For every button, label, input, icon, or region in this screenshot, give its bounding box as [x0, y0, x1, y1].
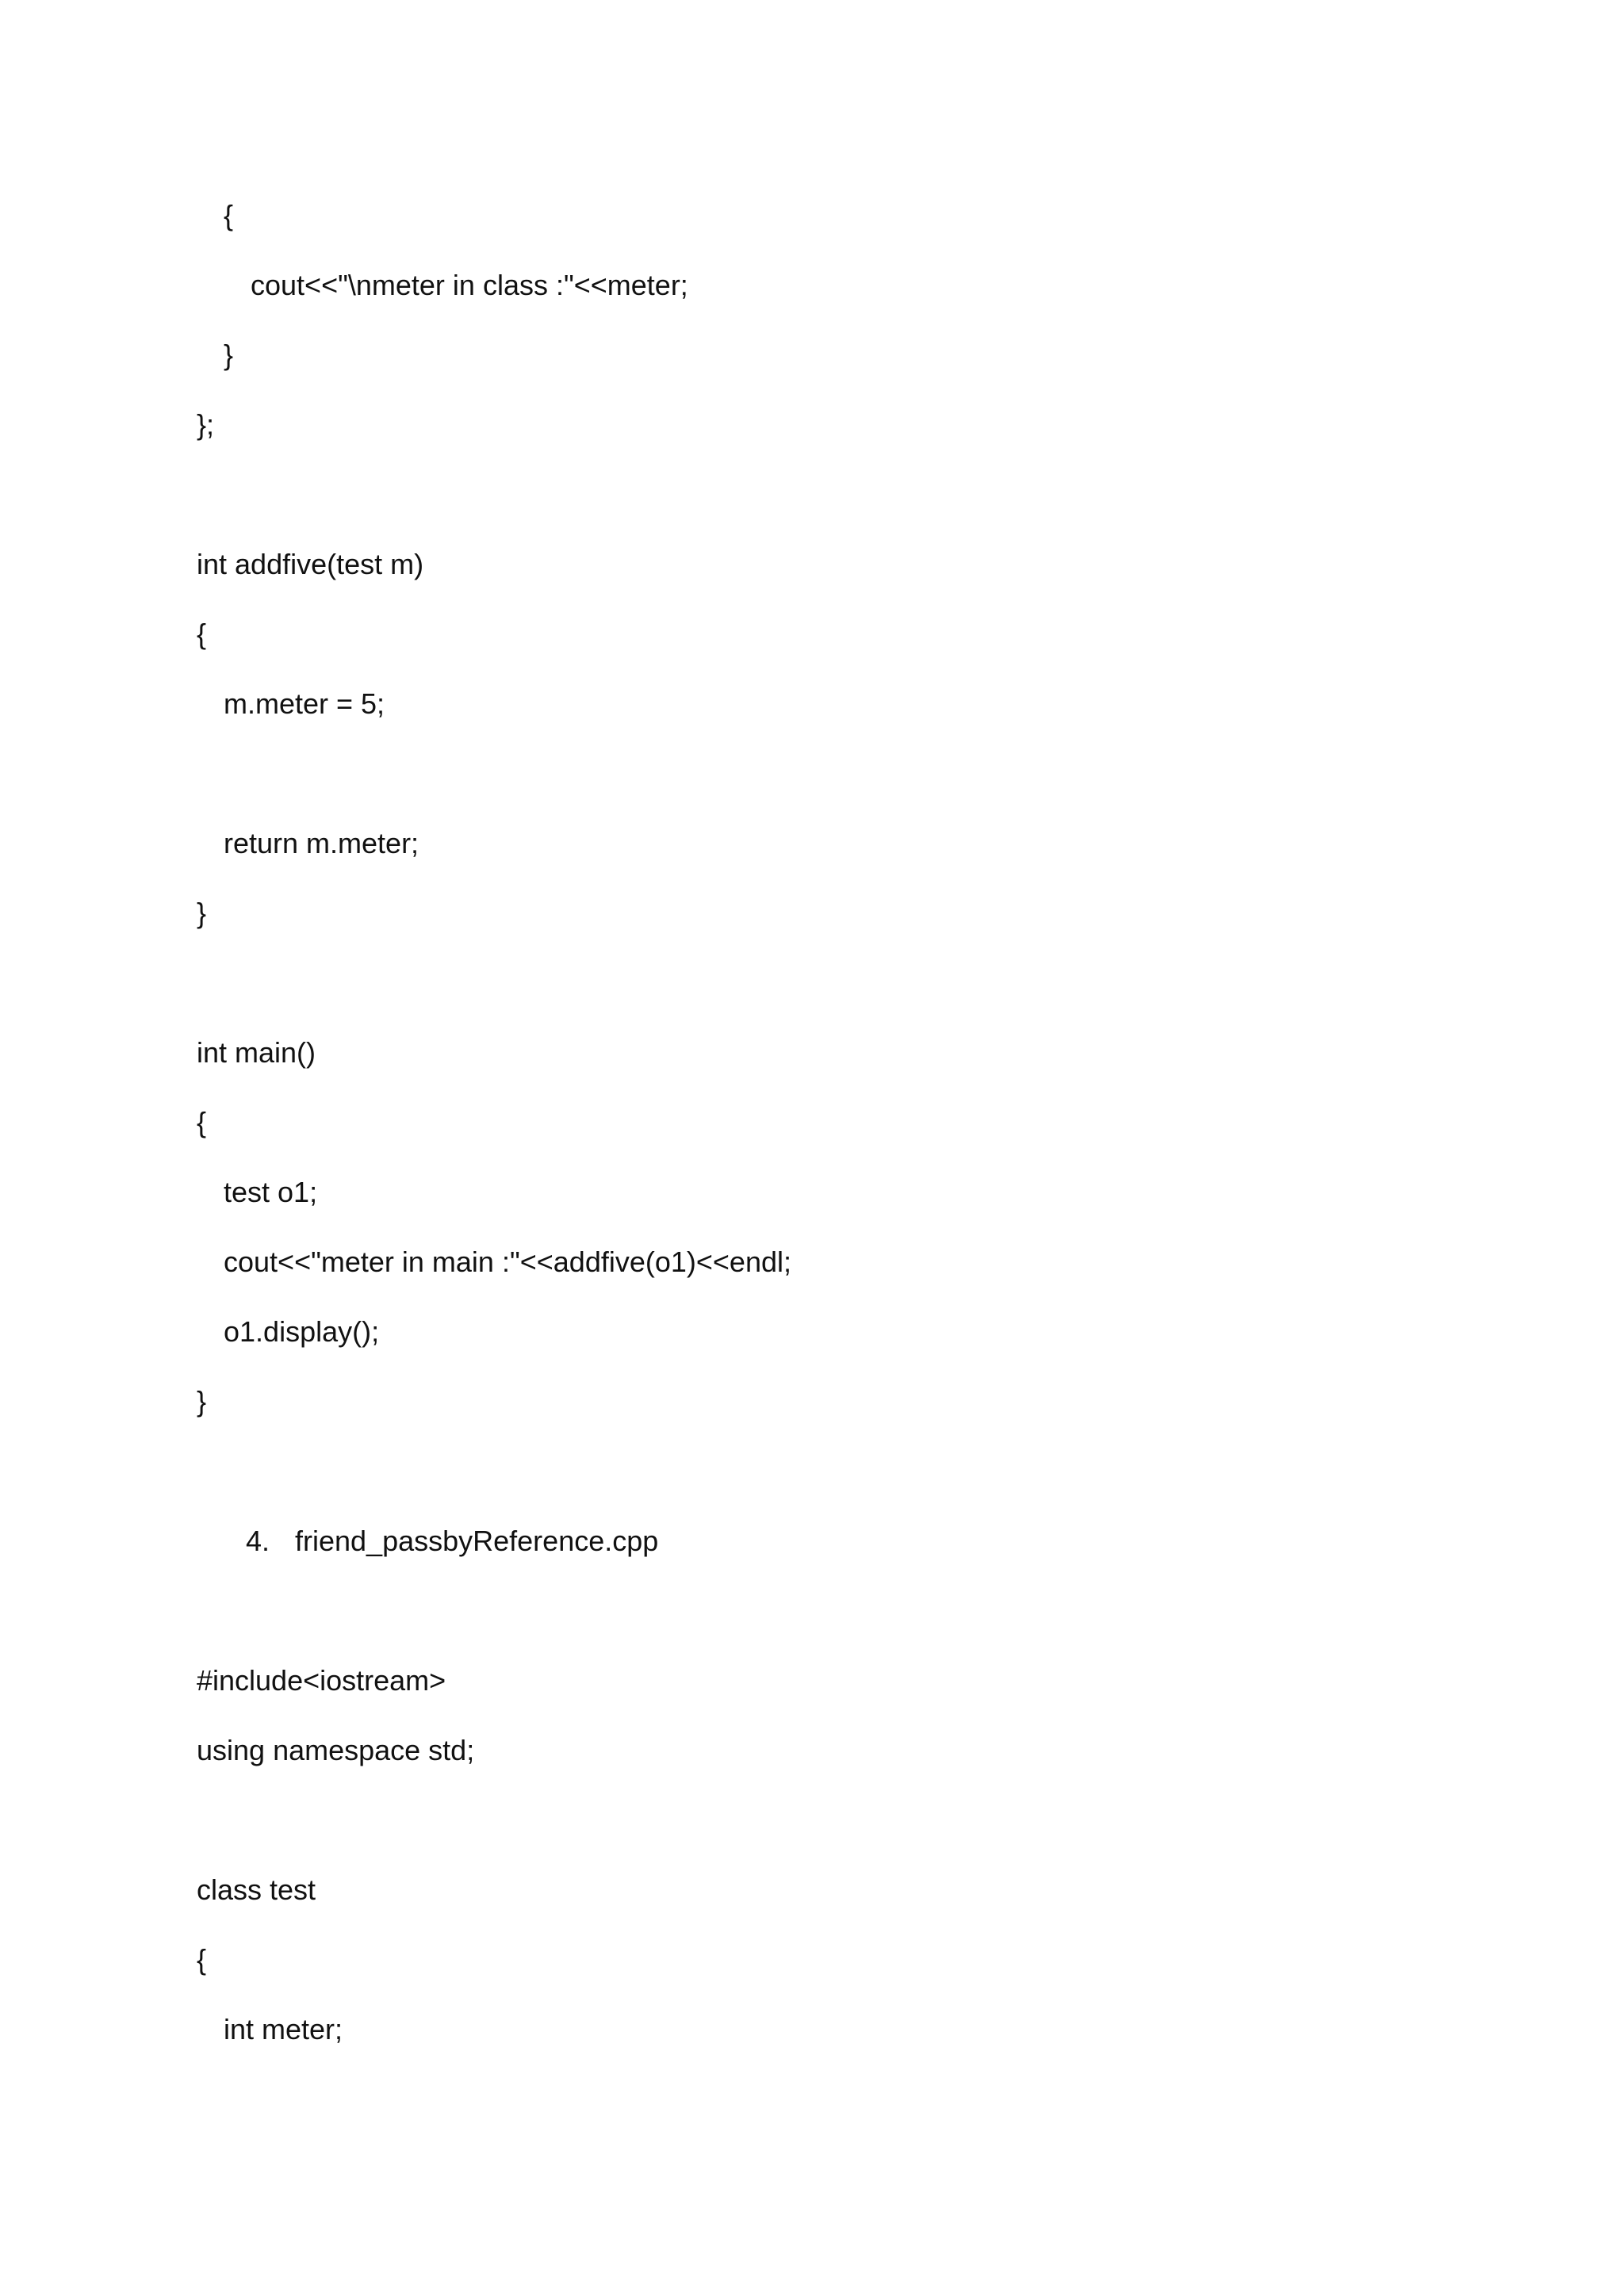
- code-line: int addfive(test m): [197, 548, 424, 580]
- code-line: cout<<"\nmeter in class :"<<meter;: [251, 269, 688, 301]
- code-line: {: [197, 1106, 207, 1138]
- code-line: }: [197, 1385, 207, 1418]
- list-item-number: 4.: [246, 1525, 270, 1557]
- code-line: class test: [197, 1873, 316, 1906]
- code-line: o1.display();: [224, 1315, 380, 1348]
- code-line: return m.meter;: [224, 827, 419, 859]
- code-line: using namespace std;: [197, 1734, 475, 1766]
- code-line: cout<<"meter in main :"<<addfive(o1)<<endl;: [224, 1246, 791, 1278]
- code-line: int main(): [197, 1036, 316, 1069]
- code-line: #include<iostream>: [197, 1664, 446, 1697]
- code-line: m.meter = 5;: [224, 687, 385, 720]
- code-line: };: [197, 408, 215, 441]
- list-item-label: friend_passbyReference.cpp: [295, 1525, 659, 1557]
- code-line: {: [197, 618, 207, 650]
- code-line: {: [197, 1943, 207, 1976]
- code-line: int meter;: [224, 2013, 343, 2045]
- code-line: test o1;: [224, 1176, 318, 1208]
- code-line: }: [224, 339, 234, 371]
- code-line: {: [224, 199, 234, 232]
- code-line: }: [197, 897, 207, 929]
